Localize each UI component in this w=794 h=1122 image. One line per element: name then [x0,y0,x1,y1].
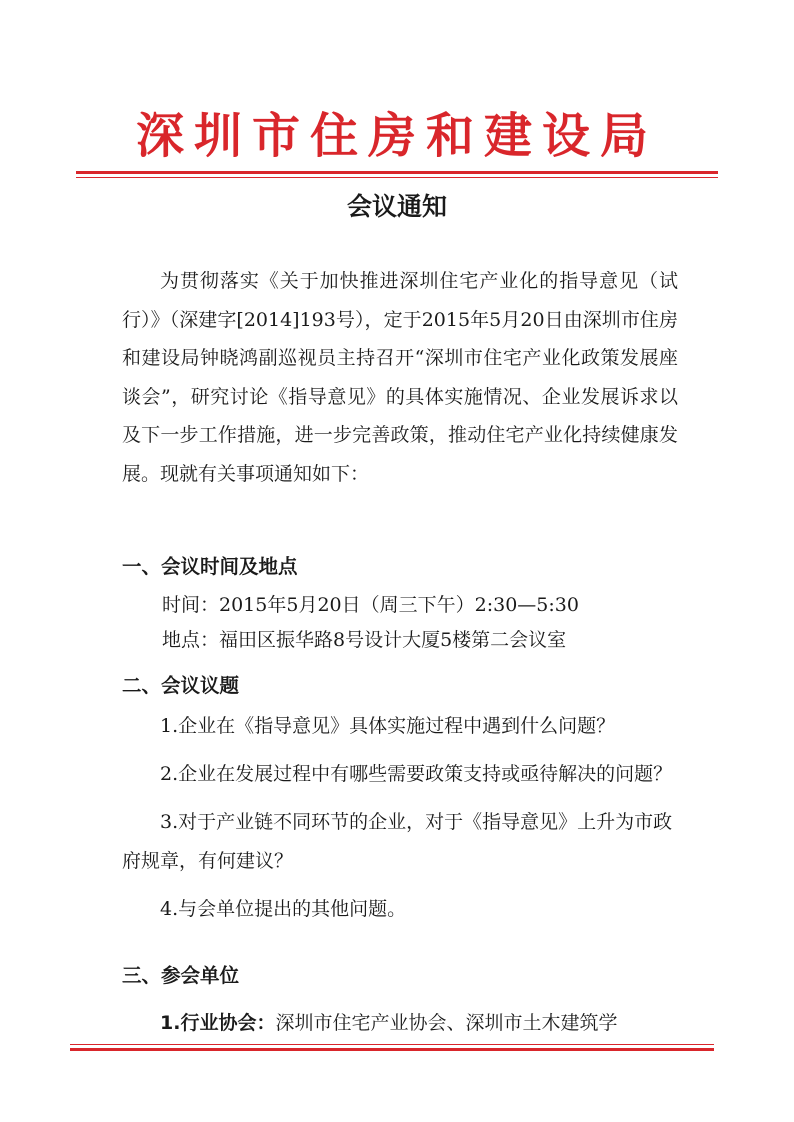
header-rule-thick [76,171,718,174]
header-rule-thin [76,177,718,178]
footer-rule-thin [70,1044,714,1045]
topic-item: 4.与会单位提出的其他问题。 [160,898,407,920]
topic-item: 1.企业在《指导意见》具体实施过程中遇到什么问题？ [160,715,616,737]
topics-list [122,707,678,929]
participant-item-label: 1.行业协会： [160,1012,276,1034]
section-heading-time-place: 一、会议时间及地点 [122,555,298,578]
section-heading-participants: 三、参会单位 [122,964,240,987]
topic-item: 2.企业在发展过程中有哪些需要政策支持或亟待解决的问题？ [160,763,673,785]
topic-item: 3.对于产业链不同环节的企业，对于《指导意见》上升为市政府规章，有何建议？ [122,811,673,872]
meeting-place: 地点：福田区振华路8号设计大厦5楼第二会议室 [162,629,567,651]
participant-item [160,1004,617,1042]
participant-item-text: 深圳市住宅产业协会、深圳市土木建筑学 [275,1012,618,1034]
meeting-time: 时间：2015年5月20日（周三下午）2:30—5:30 [162,594,579,616]
document-title: 会议通知 [346,192,447,221]
intro-paragraph: 为贯彻落实《关于加快推进深圳住宅产业化的指导意见（试行）》（深建字[2014]193号），定于2015年5月20日由深圳市住房和建设局钟晓鸿副巡视员主持召开“深圳市住宅产业化政策发展座谈会”，研究讨论《指导意见》的具体实施情况、企业发展诉求以及下一步工作措施，进一步完善政策，推动住宅产业化持续健康发展。现就有关事项通知如下： [122,270,678,485]
footer-rule-thick [70,1048,714,1051]
issuing-authority-header: 深圳市住房和建设局 [135,108,658,164]
intro-section [122,262,678,494]
section-heading-topics: 二、会议议题 [122,674,240,697]
